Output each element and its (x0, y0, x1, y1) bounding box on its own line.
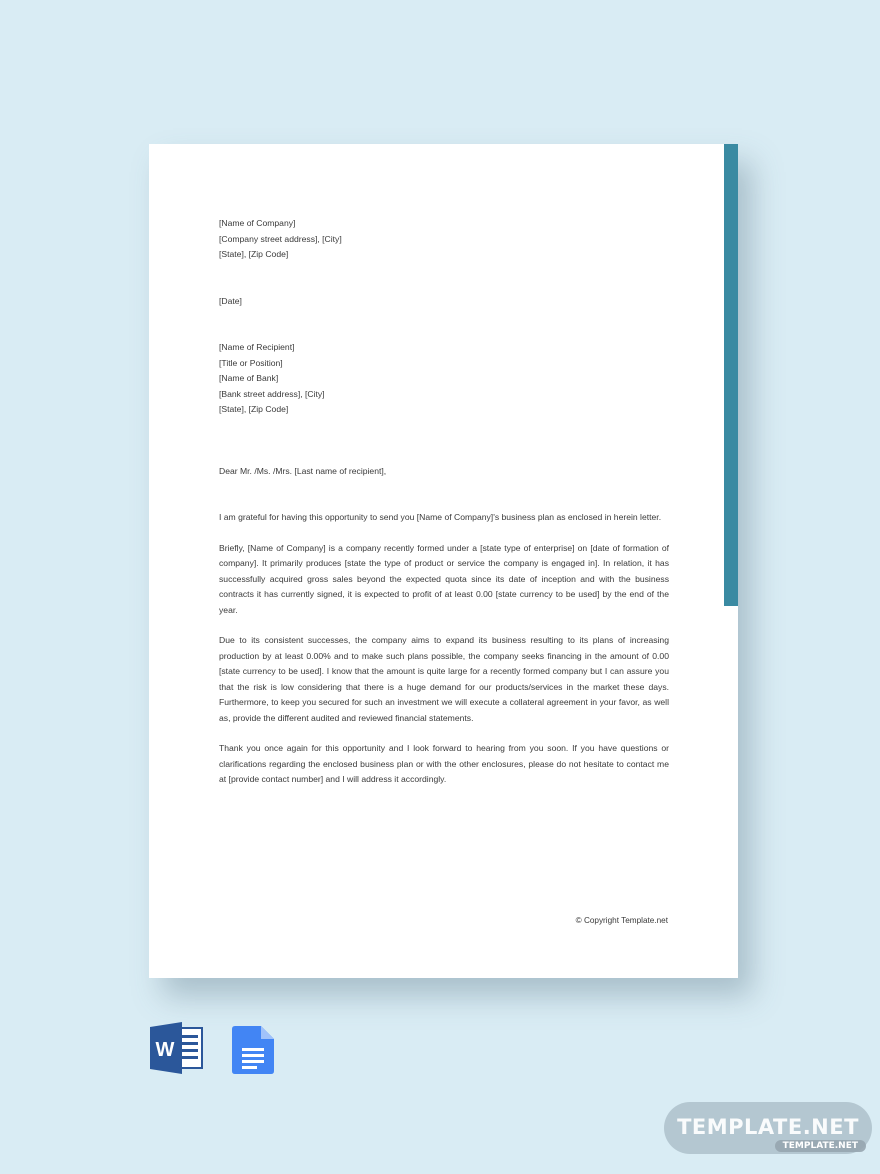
paragraph-financing: Due to its consistent successes, the company aims to expand its business resulting to its plans of increasing production by at least 0.00% and to make such plans possible, the company seeks financing in the amount of 0.00 [state currency to be used]. I know that the amount is quite large for a recently formed company but I can assure you that the risk is low considering that there is a huge demand for our products/services in the market these days. Furthermore, to keep you secured for such an investment we will execute a collateral agreement in your favor, as well as, provide the different audited and reviewed financial statements. (219, 635, 669, 723)
word-letter: W (155, 1039, 175, 1061)
recipient-state-zip: [State], [Zip Code] (219, 404, 289, 414)
copyright-notice: © Copyright Template.net (575, 916, 668, 925)
microsoft-word-icon[interactable] (150, 1022, 204, 1074)
recipient-bank: [Name of Bank] (219, 373, 279, 383)
recipient-title: [Title or Position] (219, 357, 283, 368)
watermark-text: TEMPLATE.NET (677, 1115, 859, 1139)
watermark-small-text: TEMPLATE.NET (775, 1140, 866, 1152)
recipient-street: [Bank street address], [City] (219, 388, 325, 399)
sender-company: [Name of Company] (219, 218, 296, 228)
letter-page (149, 144, 738, 978)
letter-body (219, 216, 669, 788)
template-net-watermark (664, 1102, 872, 1154)
recipient-name: [Name of Recipient] (219, 342, 295, 352)
paragraph-intro: I am grateful for having this opportunity to send you [Name of Company]'s business plan as enclosed in herein letter. (219, 512, 662, 522)
accent-bar (724, 144, 738, 606)
recipient-address (219, 340, 669, 418)
sender-address (219, 216, 669, 263)
sender-state-zip: [State], [Zip Code] (219, 249, 289, 259)
paragraph-company: Briefly, [Name of Company] is a company recently formed under a [state type of enterprise] on [date of formation of company]. It primarily produces [state the type of product or service the company is engaged in]. In relation, it has successfully acquired gross sales beyond the expected quota since its date of inception and with the business contracts it has currently signed, it is expected to profit of at least 0.00 [state currency to be used] by the end of the year. (219, 542, 669, 615)
sender-street: [Company street address], [City] (219, 233, 342, 244)
google-docs-icon[interactable] (232, 1026, 274, 1074)
letter-date: [Date] (219, 295, 242, 306)
paragraph-closing: Thank you once again for this opportunity and I look forward to hearing from you soon. If you have questions or clarifications regarding the enclosed business plan or with the other enclosures, please do not hesitate to contact me at [provide contact number] and I will address it accordingly. (219, 743, 669, 784)
salutation: Dear Mr. /Ms. /Mrs. [Last name of recipient], (219, 465, 387, 476)
